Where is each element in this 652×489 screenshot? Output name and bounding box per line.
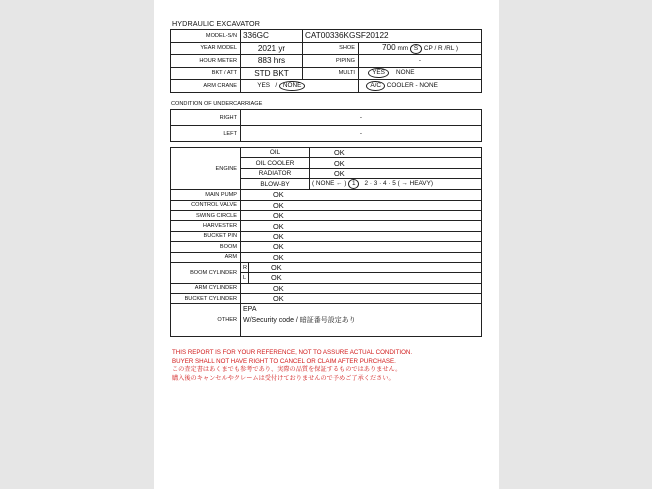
shoe-size: 700 [381, 42, 396, 52]
shoe-selected: S [410, 44, 422, 54]
component-value: OK [241, 242, 482, 252]
component-value: OK [241, 200, 482, 210]
component-value: OK [241, 221, 482, 231]
piping-value: - [359, 55, 482, 68]
left-value: - [241, 126, 482, 142]
year-label: YEAR MODEL [171, 42, 241, 55]
oil-value: OK [310, 148, 482, 158]
bkt-label: BKT / ATT [171, 67, 241, 80]
hour-value: 883 hrs [241, 55, 303, 68]
component-value: OK [241, 190, 482, 200]
component-row [171, 190, 482, 200]
blow-by-label: BLOW-BY [241, 179, 310, 190]
shoe-options: CP / R /RL ) [423, 44, 459, 52]
arm-crane-value [241, 80, 359, 93]
bucket-cylinder-value: OK [241, 294, 482, 304]
component-label: ARM [171, 252, 241, 262]
component-row [171, 252, 482, 262]
other-label: OTHER [171, 304, 241, 337]
boom-cylinder-l-label: L [241, 273, 249, 283]
arm-crane-sep: / [275, 81, 278, 89]
serial-value: CAT00336KGSF20122 [303, 30, 482, 43]
multi-label: MULTI [303, 67, 359, 80]
bucket-cylinder-label: BUCKET CYLINDER [171, 294, 241, 304]
right-label: RIGHT [171, 110, 241, 126]
year-value: 2021 yr [241, 42, 303, 55]
arm-crane-label: ARM CRANE [171, 80, 241, 93]
component-row [171, 210, 482, 220]
piping-label: PIPING [303, 55, 359, 68]
other-value [241, 304, 482, 337]
component-row [171, 242, 482, 252]
component-value: OK [241, 252, 482, 262]
boom-cylinder-l-value: OK [249, 273, 482, 283]
component-label: HARVESTER [171, 221, 241, 231]
component-row [171, 231, 482, 241]
arm-crane-yes: YES [257, 81, 271, 89]
component-row [171, 200, 482, 210]
undercarriage-table [170, 109, 482, 142]
model-value: 336GC [241, 30, 303, 43]
right-value: - [241, 110, 482, 126]
model-label: MODEL-S/N [171, 30, 241, 43]
arm-cylinder-value: OK [241, 283, 482, 293]
arm-crane-selected: NONE [279, 81, 305, 91]
component-value: OK [241, 210, 482, 220]
other-line-1: EPA [243, 306, 257, 314]
shoe-value [359, 42, 482, 55]
oil-cooler-value: OK [310, 158, 482, 168]
shoe-unit: mm [397, 44, 409, 52]
disclaimer-line: THIS REPORT IS FOR YOUR REFERENCE, NOT TO ASSURE ACTUAL CONDITION. [172, 349, 413, 356]
component-label: BUCKET PIN [171, 231, 241, 241]
disclaimer-line: BUYER SHALL NOT HAVE RIGHT TO CANCEL OR CLAIM AFTER PURCHASE. [172, 357, 396, 365]
radiator-label: RADIATOR [241, 168, 310, 178]
blow-by-value [310, 179, 482, 190]
ac-rest: COOLER - NONE [386, 81, 438, 89]
disclaimer-line: 購入後のキャンセルやクレームは受付けておりませんので予めご了承ください。 [172, 374, 395, 382]
left-label: LEFT [171, 126, 241, 142]
multi-value [359, 67, 482, 80]
component-label: BOOM [171, 242, 241, 252]
bkt-value: STD BKT [241, 67, 303, 80]
oil-cooler-label: OIL COOLER [241, 158, 310, 168]
component-label: CONTROL VALVE [171, 200, 241, 210]
other-line-2: W/Security code / 暗証番号設定あり [243, 317, 356, 325]
boom-cylinder-r-label: R [241, 262, 249, 272]
component-label: MAIN PUMP [171, 190, 241, 200]
component-value: OK [241, 231, 482, 241]
arm-cylinder-label: ARM CYLINDER [171, 283, 241, 293]
component-row [171, 221, 482, 231]
machine-info-table [170, 29, 482, 93]
ac-selected: A/C [366, 81, 385, 91]
disclaimer-line: この査定書はあくまでも参考であり、実際の品質を保証するものではありません。 [172, 366, 402, 374]
oil-label: OIL [241, 148, 310, 158]
multi-other: NONE [396, 69, 415, 77]
hour-label: HOUR METER [171, 55, 241, 68]
engine-label: ENGINE [171, 148, 241, 190]
component-label: SWING CIRCLE [171, 210, 241, 220]
boom-cylinder-label: BOOM CYLINDER [171, 262, 241, 283]
disclaimer [172, 349, 412, 383]
boom-cylinder-r-value: OK [249, 262, 482, 272]
inspection-table [170, 147, 482, 337]
blow-by-selected: 1 [348, 179, 359, 189]
report-title: HYDRAULIC EXCAVATOR [172, 19, 261, 28]
undercarriage-title: CONDITION OF UNDERCARRIAGE [171, 101, 263, 107]
ac-value [359, 80, 482, 93]
shoe-label: SHOE [303, 42, 359, 55]
multi-selected: YES [368, 68, 389, 78]
radiator-value: OK [310, 168, 482, 178]
blow-by-prefix: ( NONE ← ) [312, 180, 347, 188]
blow-by-scale: 2 · 3 · 4 · 5 ( → HEAVY) [364, 180, 433, 188]
